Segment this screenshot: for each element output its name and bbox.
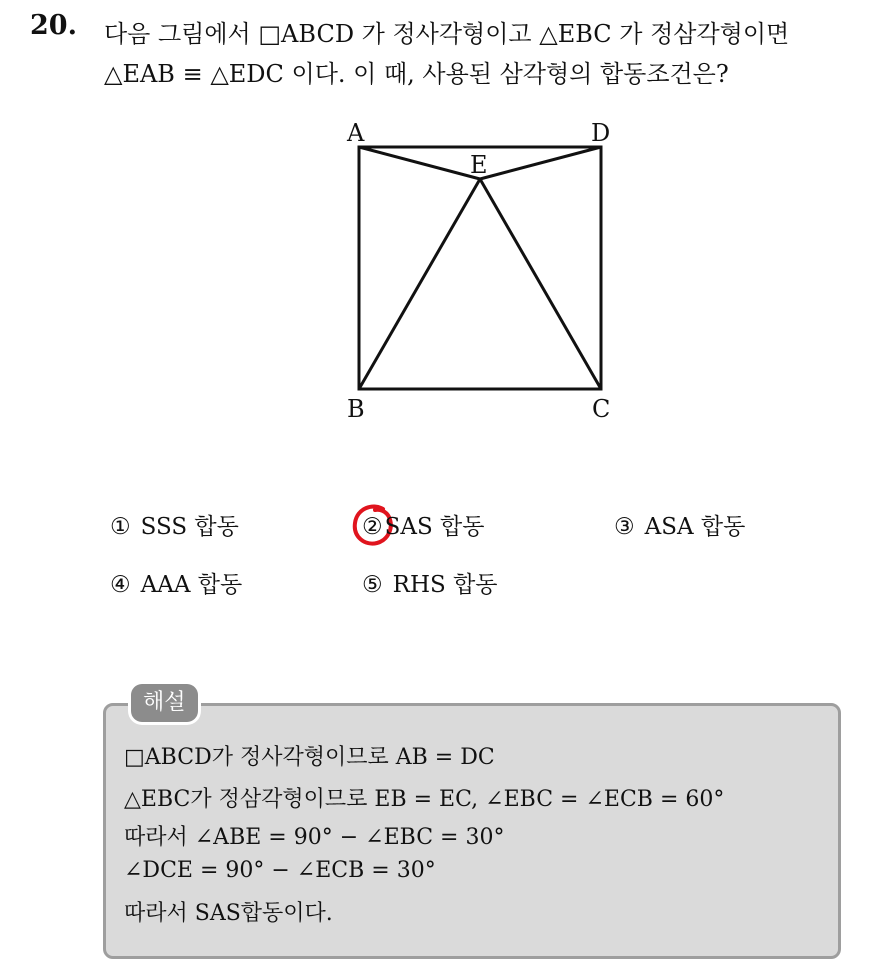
vertex-label-b: B <box>347 395 365 423</box>
choice-2-text: SAS 합동 <box>384 514 485 540</box>
choice-2[interactable] <box>362 508 485 541</box>
choice-1-text: SSS 합동 <box>140 514 239 540</box>
choice-4-text: AAA 합동 <box>140 572 243 598</box>
choice-1[interactable] <box>110 508 239 541</box>
choice-5[interactable] <box>362 566 498 599</box>
choice-4-number: ④ <box>110 572 131 598</box>
choice-3[interactable] <box>614 508 745 541</box>
segment-ce <box>480 179 601 389</box>
question-number: 20. <box>30 10 77 41</box>
solution-line-2: △EBC가 정삼각형이므로 EB = EC, ∠EBC = ∠ECB = 60° <box>124 787 725 812</box>
question-text-line-1: 다음 그림에서 □ABCD 가 정사각형이고 △EBC 가 정삼각형이면 <box>104 20 790 48</box>
choice-1-number: ① <box>110 514 131 540</box>
vertex-label-d: D <box>591 119 611 147</box>
choice-2-number: ② <box>362 514 383 540</box>
vertex-label-a: A <box>347 119 365 147</box>
solution-line-4: ∠DCE = 90° − ∠ECB = 30° <box>124 858 436 883</box>
square-abcd <box>359 147 601 389</box>
vertex-label-c: C <box>592 395 611 423</box>
choice-3-number: ③ <box>614 514 635 540</box>
choice-5-text: RHS 합동 <box>392 572 498 598</box>
solution-line-3: 따라서 ∠ABE = 90° − ∠EBC = 30° <box>124 825 505 850</box>
square-triangle-figure <box>330 110 640 430</box>
choice-5-number: ⑤ <box>362 572 383 598</box>
segment-be <box>359 179 480 389</box>
question-text-line-2: △EAB ≡ △EDC 이다. 이 때, 사용된 삼각형의 합동조건은? <box>104 60 729 88</box>
segment-de <box>480 147 601 179</box>
choice-4[interactable] <box>110 566 242 599</box>
vertex-label-e: E <box>470 151 488 179</box>
solution-line-1: □ABCD가 정사각형이므로 AB = DC <box>124 745 495 770</box>
segment-ae <box>359 147 480 179</box>
solution-line-5: 따라서 SAS합동이다. <box>124 901 333 926</box>
solution-tag: 해설 <box>131 684 198 722</box>
choice-3-text: ASA 합동 <box>644 514 746 540</box>
